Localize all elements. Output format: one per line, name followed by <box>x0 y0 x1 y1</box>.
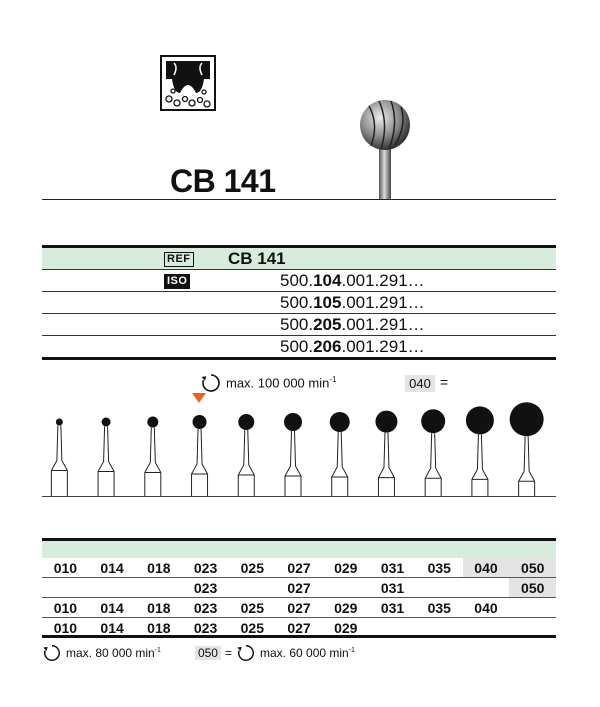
bur-drawing <box>145 417 161 497</box>
iso-row <box>42 292 556 314</box>
footer-speeds <box>42 643 355 663</box>
size-row <box>42 558 556 578</box>
reference-table <box>42 245 556 360</box>
size-cell <box>89 578 136 597</box>
size-cell: 031 <box>380 580 405 596</box>
size-cell <box>416 578 463 597</box>
rotation-icon <box>42 643 62 663</box>
size-cell: 027 <box>287 560 311 576</box>
bur-drawing <box>192 415 208 496</box>
size-cell: 018 <box>147 560 171 576</box>
size-grid <box>42 538 556 638</box>
title-divider <box>42 199 556 200</box>
size-cell <box>463 618 510 635</box>
size-cell: 023 <box>193 620 218 636</box>
size-cell: 050 <box>509 558 556 577</box>
size-cell: 023 <box>193 560 218 576</box>
size-cell <box>42 578 89 597</box>
rotation-icon <box>200 372 222 394</box>
ref-value: CB 141 <box>228 249 286 268</box>
equals-sign: = <box>440 374 449 390</box>
size-cell <box>229 578 276 597</box>
size-cell <box>369 618 416 635</box>
bur-drawing <box>238 414 254 496</box>
size-cell <box>509 598 556 617</box>
size-cell <box>135 578 182 597</box>
rotation-icon <box>236 643 256 663</box>
size-tag: 040 <box>405 375 435 392</box>
size-cell <box>322 578 369 597</box>
footer-speed-right: max. 60 000 $\min^{-1}$ <box>260 646 355 660</box>
size-cell: 031 <box>380 560 405 576</box>
size-cell: 014 <box>100 600 124 616</box>
size-cell: 029 <box>334 560 358 576</box>
size-cell: 010 <box>53 560 78 576</box>
size-cell: 035 <box>427 600 451 616</box>
bur-baseline <box>42 496 556 497</box>
size-cell: 027 <box>287 600 311 616</box>
size-row <box>42 598 556 618</box>
iso-row <box>42 270 556 292</box>
round-bur-image <box>355 98 415 200</box>
bur-drawing <box>284 413 302 496</box>
ref-badge: REF <box>164 252 194 267</box>
iso-badge: ISO <box>164 274 190 289</box>
footer-equals: = <box>224 646 232 660</box>
size-cell: 014 <box>100 620 124 636</box>
size-cell: 023 <box>193 600 218 616</box>
size-row <box>42 578 556 598</box>
bur-drawing <box>466 406 494 496</box>
iso-row <box>42 314 556 336</box>
bur-drawing <box>98 418 114 497</box>
size-cell: 050 <box>509 578 556 597</box>
iso-code: 500.206.001.291… <box>280 337 425 356</box>
size-cell: 010 <box>53 620 78 636</box>
iso-code: 500.105.001.291… <box>280 293 425 312</box>
size-cell: 040 <box>463 558 510 577</box>
size-cell <box>416 618 463 635</box>
size-cell: 025 <box>240 560 264 576</box>
footer-size-tag: 050 <box>195 646 221 660</box>
bur-drawing <box>330 412 350 496</box>
size-cell: 029 <box>334 600 358 616</box>
size-cell: 025 <box>240 620 264 636</box>
bur-drawing <box>510 402 544 496</box>
speed-info <box>200 372 336 394</box>
size-cell: 029 <box>334 620 358 636</box>
ref-row <box>42 248 556 270</box>
iso-code: 500.104.001.291… <box>280 271 425 290</box>
size-cell: 018 <box>147 600 171 616</box>
footer-speed-left: max. 80 000 $\min^{-1}$ <box>66 646 161 660</box>
size-cell <box>463 578 510 597</box>
size-cell: 018 <box>147 620 171 636</box>
tooth-logo-icon <box>160 55 216 111</box>
bur-drawing <box>375 411 397 496</box>
bur-drawing <box>421 409 445 496</box>
size-cell: 027 <box>287 620 311 636</box>
product-title: CB 141 <box>170 163 276 199</box>
iso-code: 500.205.001.291… <box>280 315 425 334</box>
iso-row <box>42 336 556 360</box>
size-cell <box>509 618 556 635</box>
size-row <box>42 618 556 638</box>
size-cell: 010 <box>53 600 78 616</box>
size-cell: 027 <box>287 580 311 596</box>
size-cell: 035 <box>427 560 451 576</box>
size-cell: 014 <box>100 560 124 576</box>
size-cell: 040 <box>474 600 498 616</box>
size-cell: 023 <box>193 580 218 596</box>
size-cell: 031 <box>380 600 405 616</box>
bur-drawing <box>51 419 67 497</box>
max-speed-label: max. 100 000 $\min^{-1}$ <box>226 375 337 391</box>
size-cell: 025 <box>240 600 264 616</box>
bur-size-drawings <box>42 400 556 500</box>
grid-header-band <box>42 538 556 558</box>
